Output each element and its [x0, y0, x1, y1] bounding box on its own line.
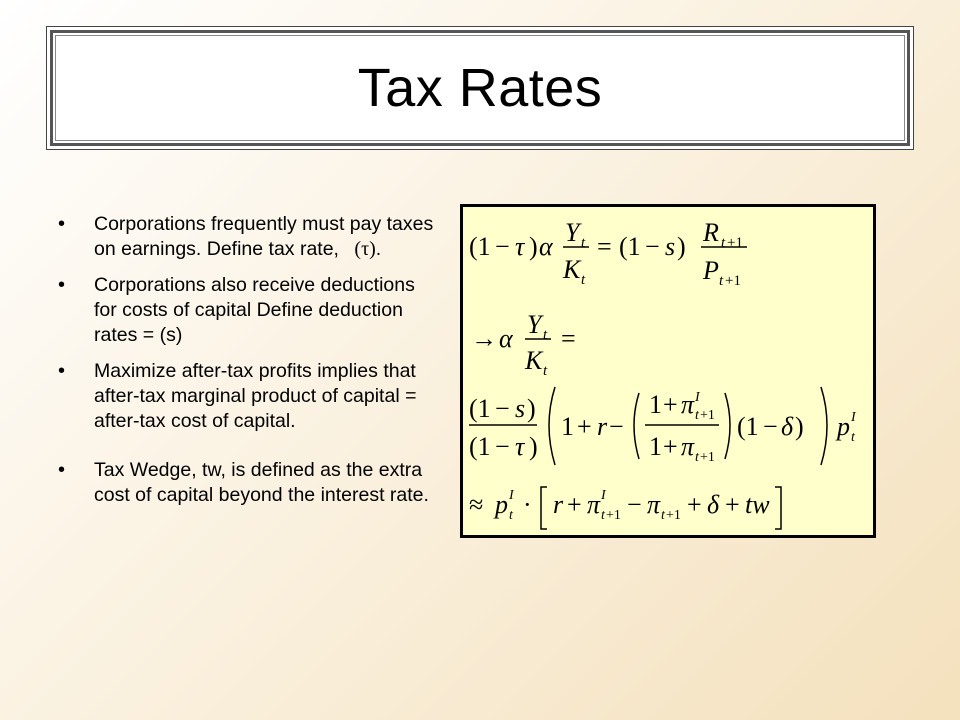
- svg-text:π: π: [647, 490, 661, 519]
- svg-text:t: t: [509, 508, 513, 523]
- svg-text:s: s: [665, 232, 676, 261]
- svg-text:−: −: [645, 232, 660, 261]
- svg-text:t: t: [543, 327, 548, 343]
- svg-text:+: +: [725, 490, 740, 519]
- svg-text:δ: δ: [781, 412, 794, 441]
- svg-text:tw: tw: [745, 490, 770, 519]
- svg-text:t: t: [543, 363, 548, 379]
- svg-text:): ): [529, 232, 538, 261]
- svg-text:π: π: [681, 432, 695, 461]
- title-box: [46, 26, 914, 150]
- svg-text:+: +: [687, 490, 702, 519]
- svg-text:Y: Y: [565, 218, 580, 247]
- svg-text:K: K: [525, 346, 543, 375]
- svg-text:p: p: [837, 412, 850, 441]
- svg-text:π: π: [681, 390, 695, 419]
- svg-text:−: −: [627, 490, 642, 519]
- svg-text:R: R: [703, 218, 719, 247]
- bullet-text: Corporations frequently must pay taxes on earnings. Define tax rate,: [94, 213, 434, 260]
- equation-3: [469, 387, 857, 465]
- svg-text:=: =: [597, 232, 612, 261]
- svg-text:t: t: [721, 235, 726, 251]
- title-frame: [50, 30, 910, 146]
- svg-text:s: s: [515, 394, 526, 423]
- bullet-tax-rate: [58, 212, 438, 262]
- svg-text:δ: δ: [707, 490, 720, 519]
- equations-svg: [463, 207, 873, 535]
- svg-text:+1: +1: [606, 508, 621, 523]
- svg-text:+: +: [567, 490, 582, 519]
- bullet-maximize: • Maximize after-tax profits implies that after-tax marginal product of capital = after-tax cost of capital.: [58, 359, 438, 434]
- svg-text:): ): [527, 394, 536, 423]
- svg-text:+1: +1: [725, 273, 741, 289]
- equation-4: [469, 487, 781, 529]
- svg-text:Y: Y: [527, 310, 542, 339]
- bullet-tax-wedge: • Tax Wedge, tw, is defined as the extra cost of capital beyond the interest rate.: [58, 458, 438, 508]
- svg-text:−: −: [495, 394, 510, 423]
- svg-text:1: 1: [561, 412, 574, 441]
- svg-text:): ): [529, 432, 538, 461]
- svg-text:I: I: [695, 390, 700, 405]
- svg-text:t: t: [601, 508, 605, 523]
- svg-text:−: −: [763, 412, 778, 441]
- equation-box: [460, 204, 876, 538]
- svg-text:+1: +1: [700, 408, 715, 423]
- equation-1: [469, 218, 747, 289]
- svg-text:t: t: [661, 508, 665, 523]
- svg-text:P: P: [703, 256, 719, 285]
- svg-text:I: I: [509, 488, 514, 503]
- svg-text:+: +: [663, 432, 678, 461]
- svg-text:(1: (1: [469, 232, 491, 261]
- svg-text:+1: +1: [727, 235, 743, 251]
- svg-text:): ): [677, 232, 686, 261]
- svg-text:t: t: [581, 235, 586, 251]
- svg-text:π: π: [587, 490, 601, 519]
- svg-text:=: =: [561, 324, 576, 353]
- svg-text:): ): [795, 412, 804, 441]
- bullet-period: .: [375, 238, 382, 260]
- svg-text:+1: +1: [700, 450, 715, 465]
- svg-text:I: I: [601, 488, 606, 503]
- svg-text:I: I: [851, 410, 856, 425]
- svg-text:p: p: [495, 490, 508, 519]
- equation-2: [471, 310, 576, 379]
- svg-text:τ: τ: [515, 232, 525, 261]
- svg-text:t: t: [695, 408, 699, 423]
- svg-text:r: r: [553, 490, 564, 519]
- bullet-list: [58, 212, 438, 519]
- svg-text:(1: (1: [619, 232, 641, 261]
- bullet-deductions: • Corporations also receive deductions for costs of capital Define deduction rates = (s): [58, 273, 438, 348]
- tau-symbol: (τ): [354, 238, 376, 260]
- svg-text:r: r: [597, 412, 608, 441]
- svg-text:−: −: [495, 232, 510, 261]
- svg-text:−: −: [495, 432, 510, 461]
- svg-text:(1: (1: [737, 412, 759, 441]
- svg-text:1: 1: [649, 432, 662, 461]
- slide-title: Tax Rates: [357, 58, 603, 118]
- svg-text:K: K: [563, 255, 581, 284]
- svg-text:α: α: [499, 324, 513, 353]
- svg-text:t: t: [719, 273, 724, 289]
- svg-text:+: +: [577, 412, 592, 441]
- svg-text:(1: (1: [469, 432, 491, 461]
- svg-text:·: ·: [523, 490, 532, 519]
- svg-text:→: →: [471, 324, 497, 353]
- svg-text:τ: τ: [515, 432, 525, 461]
- svg-text:1: 1: [649, 390, 662, 419]
- svg-text:t: t: [851, 430, 855, 445]
- svg-text:+: +: [663, 390, 678, 419]
- svg-text:t: t: [695, 450, 699, 465]
- svg-text:≈: ≈: [469, 490, 484, 519]
- svg-text:−: −: [609, 412, 624, 441]
- svg-text:α: α: [539, 232, 553, 261]
- svg-text:+1: +1: [666, 508, 681, 523]
- svg-text:t: t: [581, 272, 586, 288]
- svg-text:(1: (1: [469, 394, 491, 423]
